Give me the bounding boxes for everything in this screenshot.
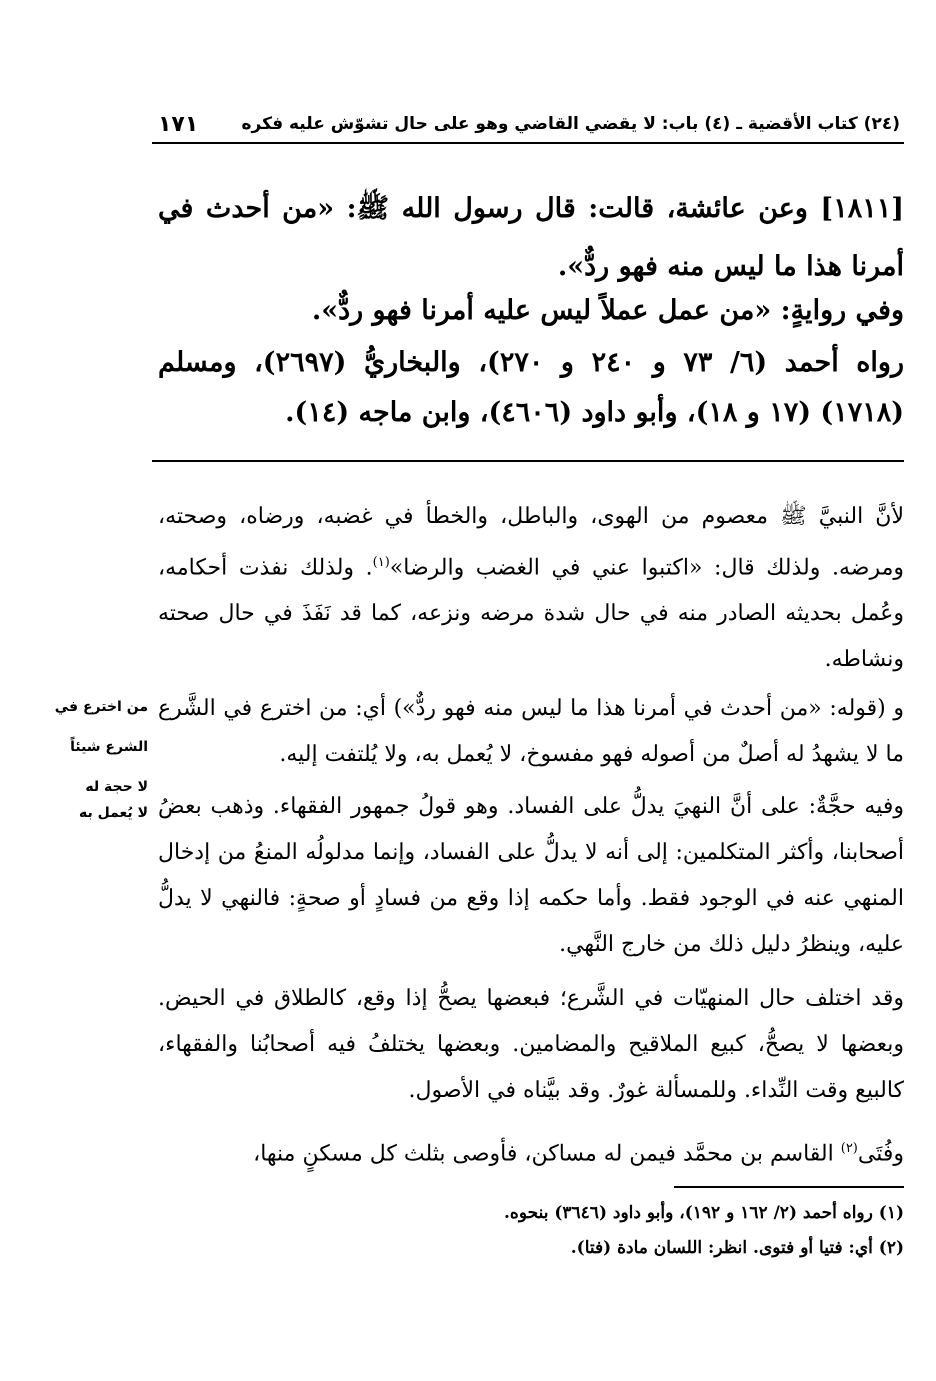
- margin-note-1: من اخترع في: [54, 699, 148, 715]
- margin-note-4: لا يُعمل به: [79, 805, 148, 821]
- margin-note-2: الشرع شيئاً: [70, 739, 148, 755]
- commentary-p1-end: . ولذلك نفذت أحكامه، وعُمل بحديثه الصادر منه في حال شدة مرضه ونزعه، كما قد نَفَذَ في حال صحته ونشاطه.: [158, 555, 904, 673]
- running-head: (٢٤) كتاب الأقضية ـ (٤) باب: لا يقضي القاضي وهو على حال تشوّش عليه فكره: [241, 114, 900, 134]
- commentary-paragraph-1: [158, 494, 904, 683]
- hadith-riwaya: وفي روايةٍ: «من عمل عملاً ليس عليه أمرنا فهو ردٌّ».: [311, 295, 904, 326]
- section-divider: [152, 460, 904, 462]
- commentary-p1-text: لأنَّ النبيَّ ﷺ معصوم من الهوى، والباطل، والخطأ في غضبه، ورضاه، وصحته، ومرضه. ولذلك قال: «اكتبوا عني في الغضب والرضا»: [158, 504, 904, 581]
- footnote-1: (١) رواه أحمد (٢/ ١٦٢ و ١٩٢)، وأبو داود (٣٦٤٦) بنحوه.: [504, 1203, 904, 1223]
- commentary-paragraph-4: وقد اختلف حال المنهيّات في الشَّرع؛ فبعضها يصحُّ إذا وقع، كالطلاق في الحيض. وبعضها لا يصحُّ، كبيع الملاقيح والمضامين. وبعضها يختلفُ فيه أصحابُنا والفقهاء، كالبيع وقت النِّداء. وللمسألة غورٌ. وقد بيَّناه في الأصول.: [158, 986, 904, 1103]
- hadith-takhrij: رواه أحمد (٦/ ٧٣ و ٢٤٠ و ٢٧٠)، والبخاريُّ (٢٦٩٧)، ومسلم (١٧١٨) (١٧ و ١٨)، وأبو داود (٤٦٠٦)، وابن ماجه (١٤).: [158, 347, 905, 428]
- commentary-p5-end: القاسم بن محمَّد فيمن له مساكن، فأوصى بثلث كل مسكنٍ منها،: [253, 1141, 841, 1167]
- page-number: ١٧١: [158, 112, 199, 137]
- footnote-2: (٢) أي: فتيا أو فتوى. انظر: اللسان مادة (فتا).: [570, 1238, 904, 1258]
- footnote-ref-2: (٢): [840, 1141, 858, 1156]
- commentary-paragraph-5: [158, 1126, 904, 1177]
- page-header: [152, 110, 904, 144]
- hadith-text: [١٨١١] وعن عائشة، قالت: قال رسول الله ﷺ: «من أحدث في أمرنا هذا ما ليس منه فهو ردٌّ».: [158, 193, 904, 282]
- commentary-paragraph-3: وفيه حجَّةٌ: على أنَّ النهيَ يدلُّ على الفساد. وهو قولُ جمهور الفقهاء. وذهب بعضُ أصحابنا، وأكثر المتكلمين: إلى أنه لا يدلُّ على الفساد، وإنما مدلولُه المنعُ من إدخال المنهي عنه في الوجود فقط. وأما حكمه إذا وقع من فسادٍ أو صحةٍ: فالنهي لا يدلُّ عليه، وينظرُ دليل ذلك من خارج النَّهي.: [158, 794, 905, 957]
- commentary-paragraph-2: و (قوله: «من أحدث في أمرنا هذا ما ليس منه فهو ردٌّ») أي: من اخترع في الشَّرع ما لا يشهدُ له أصلٌ من أصوله فهو مفسوخ، لا يُعمل به، ولا يُلتفت إليه.: [158, 696, 904, 767]
- commentary-p5-start: وفُتَى: [857, 1141, 904, 1167]
- footnote-ref-1: (١): [372, 555, 390, 570]
- margin-note-3: لا حجة له: [85, 779, 148, 795]
- footnote-divider: [674, 1186, 904, 1188]
